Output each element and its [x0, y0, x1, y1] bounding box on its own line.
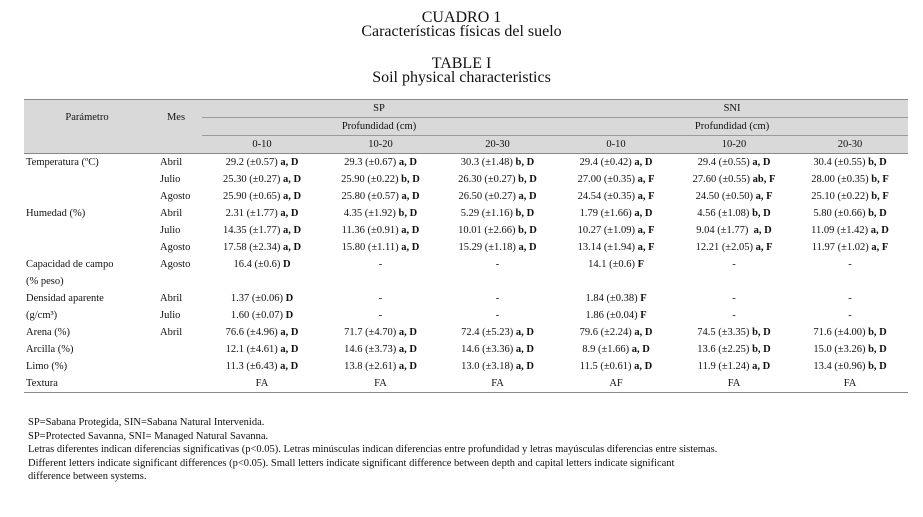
header-profundidad-sp: Profundidad (cm) [202, 118, 556, 136]
value-text: 25.10 (±0.22) [811, 190, 872, 202]
value-text: - [732, 258, 736, 270]
significance-letters: a, D [634, 207, 653, 219]
value-cell [322, 239, 439, 256]
value-text: 11.3 (±6.43) [225, 360, 281, 372]
value-cell [322, 154, 439, 172]
value-text: 29.2 (±0.57) [225, 156, 281, 168]
value-text: - [495, 292, 500, 304]
value-cell [792, 154, 908, 172]
value-text: - [378, 258, 383, 270]
value-text: 13.6 (±2.25) [697, 343, 753, 355]
value-cell [676, 222, 792, 239]
significance-letters: a, D [398, 156, 417, 168]
value-cell [556, 256, 676, 273]
significance-letters: b, D [868, 360, 887, 372]
value-cell [439, 290, 556, 307]
significance-letters: a, D [753, 224, 772, 236]
value-text: 12.1 (±4.61) [225, 343, 281, 355]
value-cell [202, 188, 322, 205]
value-text: - [378, 292, 383, 304]
value-cell [439, 307, 556, 324]
value-cell [202, 375, 322, 393]
table-row [24, 154, 908, 172]
value-text: 9.04 (±1.77) [696, 224, 754, 236]
value-cell [202, 154, 322, 172]
value-text: 11.5 (±0.61) [579, 360, 635, 372]
value-cell [439, 341, 556, 358]
value-text: 11.9 (±1.24) [697, 360, 753, 372]
value-cell [322, 290, 439, 307]
significance-letters: a, F [755, 241, 773, 253]
value-text: 29.4 (±0.55) [697, 156, 753, 168]
mes-cell: Agosto [160, 190, 191, 202]
value-text: 13.4 (±0.96) [813, 360, 869, 372]
param-cell: Textura [26, 377, 58, 389]
header-depth: 0-10 [556, 136, 676, 154]
significance-letters: D [282, 258, 291, 270]
value-cell [439, 324, 556, 341]
mes-cell [150, 358, 202, 375]
significance-letters: b, D [515, 207, 535, 219]
value-text: FA [374, 377, 387, 389]
value-text: 8.9 (±1.66) [582, 343, 632, 355]
note-line: Letras diferentes indican diferencias significativas (p<0.05). Letras minúsculas indican diferencias entre profundidad y letras mayúsculas diferencias entre sistemas. [28, 444, 718, 456]
value-text: 26.50 (±0.27) [458, 190, 519, 202]
value-cell [322, 222, 439, 239]
header-mes: Mes [150, 100, 202, 136]
table-row [24, 171, 908, 188]
param-cell: Limo (%) [26, 360, 68, 372]
table-row [24, 341, 908, 358]
value-cell [322, 188, 439, 205]
value-cell [322, 375, 439, 393]
significance-letters: a, D [515, 343, 534, 355]
mes-cell: Abril [160, 326, 183, 338]
header-sni: SNI [556, 100, 908, 118]
note-line: SP=Sabana Protegida, SIN=Sabana Natural Intervenida. [28, 417, 265, 428]
value-text: 1.86 (±0.04) [585, 309, 641, 321]
note-line: SP=Protected Savanna, SNI= Managed Natural Savanna. [28, 430, 269, 442]
significance-letters: a, D [280, 360, 299, 372]
significance-letters: a, D [282, 173, 302, 185]
value-cell [202, 307, 322, 324]
significance-letters: a, F [637, 173, 655, 185]
significance-letters: b, D [401, 173, 420, 185]
value-text: 72.4 (±5.23) [461, 326, 516, 338]
param-cell [24, 188, 150, 205]
significance-letters: b, D [515, 156, 535, 168]
header-depth: 20-30 [439, 136, 556, 154]
value-text: - [848, 309, 852, 321]
significance-letters: a, D [515, 360, 534, 372]
header-depth: 20-30 [792, 136, 908, 154]
header-sp: SP [202, 100, 556, 118]
value-cell [556, 205, 676, 222]
table-row [24, 358, 908, 375]
table-row [24, 324, 908, 341]
value-cell [792, 256, 908, 273]
table-title: TABLE I [431, 55, 492, 72]
value-cell [556, 307, 676, 324]
value-cell [439, 358, 556, 375]
value-cell [676, 171, 792, 188]
value-cell [439, 375, 556, 393]
param-cell [24, 239, 150, 256]
param-cell: Temperatura (ºC) [26, 156, 99, 168]
significance-letters: b, F [871, 190, 889, 202]
value-text: 5.29 (±1.16) [460, 207, 516, 219]
value-cell [792, 290, 908, 307]
table-subtitle: Soil physical characteristics [372, 69, 551, 86]
value-text: 14.6 (±3.73) [344, 343, 399, 355]
mes-cell [150, 273, 202, 290]
value-text: 14.6 (±3.36) [461, 343, 516, 355]
value-cell [439, 171, 556, 188]
value-text: FA [843, 377, 857, 389]
significance-letters: a, D [634, 156, 653, 168]
param-cell: (% peso) [26, 275, 64, 287]
value-cell [202, 324, 322, 341]
value-cell [439, 154, 556, 172]
value-cell [556, 239, 676, 256]
value-text: 71.6 (±4.00) [813, 326, 869, 338]
significance-letters: b, F [871, 173, 889, 185]
mes-cell: Abril [160, 292, 183, 304]
significance-letters: a, D [631, 343, 650, 355]
param-cell: Densidad aparente [26, 292, 104, 304]
significance-letters: a, F [755, 190, 773, 202]
value-cell [322, 341, 439, 358]
value-text: 5.80 (±0.66) [813, 207, 869, 219]
significance-letters: b, D [752, 326, 771, 338]
value-text: 30.3 (±1.48) [460, 156, 516, 168]
significance-letters: a, D [870, 224, 889, 236]
header-depth: 10-20 [322, 136, 439, 154]
significance-letters: a, D [282, 190, 302, 202]
value-text: 14.1 (±0.6) [588, 258, 638, 270]
significance-letters: a, D [280, 156, 299, 168]
cuadro-subtitle: Características físicas del suelo [361, 23, 562, 40]
value-text: 12.21 (±2.05) [695, 241, 756, 253]
value-text: - [495, 258, 500, 270]
param-cell: Arena (%) [26, 326, 71, 338]
value-cell [792, 307, 908, 324]
significance-letters: a, D [401, 224, 420, 236]
value-text: 11.36 (±0.91) [341, 224, 402, 236]
note-line: Different letters indicate significant differences (p<0.05). Small letters indicate significant difference between depth and capital letters indicate significant [28, 457, 675, 469]
value-text: 4.56 (±1.08) [697, 207, 753, 219]
value-cell [676, 239, 792, 256]
significance-letters: a, D [401, 190, 420, 202]
value-cell [792, 324, 908, 341]
value-cell [556, 273, 676, 290]
value-text: - [848, 292, 852, 304]
value-cell [202, 239, 322, 256]
value-cell [556, 358, 676, 375]
table-row [24, 205, 908, 222]
value-text: 24.54 (±0.35) [577, 190, 638, 202]
value-cell [676, 375, 792, 393]
value-cell [322, 273, 439, 290]
param-cell [24, 171, 150, 188]
value-cell [202, 273, 322, 290]
significance-letters: b, D [752, 207, 771, 219]
significance-letters: a, F [637, 190, 655, 202]
value-cell [792, 239, 908, 256]
significance-letters: a, D [282, 241, 302, 253]
value-cell [556, 341, 676, 358]
table-notes [28, 416, 908, 484]
significance-letters: a, D [282, 224, 302, 236]
cuadro-title: CUADRO 1 [421, 9, 502, 26]
value-cell [556, 222, 676, 239]
value-cell [556, 188, 676, 205]
value-cell [322, 307, 439, 324]
value-cell [556, 290, 676, 307]
param-cell [24, 222, 150, 239]
significance-letters: a, D [280, 207, 299, 219]
significance-letters: a, D [398, 360, 417, 372]
significance-letters: F [640, 309, 647, 321]
value-text: 25.30 (±0.27) [222, 173, 283, 185]
param-cell: Arcilla (%) [26, 343, 74, 355]
value-cell [322, 358, 439, 375]
value-text: 25.90 (±0.65) [222, 190, 283, 202]
value-text: - [732, 309, 736, 321]
significance-letters: a, F [637, 224, 655, 236]
value-text: 74.5 (±3.35) [697, 326, 753, 338]
value-text: 4.35 (±1.92) [343, 207, 399, 219]
value-cell [792, 222, 908, 239]
mes-cell [150, 375, 202, 393]
header-parametro: Parámetro [24, 100, 150, 136]
table-row [24, 256, 908, 273]
significance-letters: a, D [280, 343, 299, 355]
soil-characteristics-table [24, 99, 908, 393]
table-row [24, 375, 908, 393]
value-text: 13.14 (±1.94) [577, 241, 638, 253]
mes-cell: Agosto [160, 241, 191, 253]
mes-cell: Agosto [160, 258, 191, 270]
mes-cell: Julio [160, 224, 181, 236]
value-text: 11.09 (±1.42) [811, 224, 871, 236]
significance-letters: a, D [398, 326, 417, 338]
significance-letters: b, D [518, 173, 537, 185]
significance-letters: F [637, 258, 644, 270]
significance-letters: b, D [868, 156, 887, 168]
value-text: 10.27 (±1.09) [577, 224, 638, 236]
value-text: AF [609, 377, 623, 389]
value-text: 71.7 (±4.70) [344, 326, 399, 338]
value-cell [792, 188, 908, 205]
value-cell [556, 154, 676, 172]
value-cell [676, 273, 792, 290]
value-text: FA [491, 377, 504, 389]
table-row [24, 239, 908, 256]
significance-letters: a, D [401, 241, 420, 253]
value-cell [676, 188, 792, 205]
value-text: 25.90 (±0.22) [341, 173, 402, 185]
value-text: 1.37 (±0.06) [230, 292, 286, 304]
value-cell [792, 205, 908, 222]
value-text: - [495, 309, 500, 321]
note-line: difference between systems. [28, 471, 147, 483]
significance-letters: b, D [868, 326, 887, 338]
value-cell [676, 341, 792, 358]
value-cell [202, 256, 322, 273]
value-cell [439, 239, 556, 256]
value-text: 79.6 (±2.24) [579, 326, 635, 338]
value-text: 26.30 (±0.27) [458, 173, 519, 185]
significance-letters: a, D [518, 190, 537, 202]
significance-letters: D [285, 292, 294, 304]
significance-letters: a, D [752, 156, 771, 168]
param-cell: Humedad (%) [26, 207, 86, 219]
value-text: 10.01 (±2.66) [458, 224, 519, 236]
value-text: 2.31 (±1.77) [225, 207, 281, 219]
value-text: 15.0 (±3.26) [813, 343, 869, 355]
significance-letters: a, F [871, 241, 889, 253]
value-text: 30.4 (±0.55) [813, 156, 869, 168]
value-text: 1.84 (±0.38) [585, 292, 641, 304]
value-text: 1.60 (±0.07) [230, 309, 286, 321]
value-text: 11.97 (±1.02) [811, 241, 872, 253]
value-cell [676, 358, 792, 375]
value-text: 24.50 (±0.50) [695, 190, 756, 202]
value-text: - [848, 258, 852, 270]
value-text: 29.4 (±0.42) [579, 156, 635, 168]
value-text: 17.58 (±2.34) [222, 241, 283, 253]
value-cell [676, 154, 792, 172]
value-cell [322, 324, 439, 341]
significance-letters: F [640, 292, 647, 304]
mes-cell: Abril [160, 207, 183, 219]
significance-letters: b, D [398, 207, 418, 219]
value-cell [202, 358, 322, 375]
value-text: 27.00 (±0.35) [577, 173, 638, 185]
mes-cell [150, 341, 202, 358]
value-cell [202, 290, 322, 307]
table-row [24, 222, 908, 239]
significance-letters: a, D [634, 326, 653, 338]
significance-letters: b, D [518, 224, 537, 236]
header-depth: 0-10 [202, 136, 322, 154]
value-cell [792, 341, 908, 358]
value-cell [676, 290, 792, 307]
value-cell [439, 205, 556, 222]
significance-letters: a, D [518, 241, 537, 253]
header-depth: 10-20 [676, 136, 792, 154]
header-profundidad-sni: Profundidad (cm) [556, 118, 908, 136]
value-cell [439, 256, 556, 273]
value-text: 25.80 (±0.57) [341, 190, 402, 202]
value-cell [322, 205, 439, 222]
value-text: 14.35 (±1.77) [222, 224, 283, 236]
value-cell [676, 324, 792, 341]
value-text: 13.0 (±3.18) [461, 360, 516, 372]
mes-cell: Julio [160, 173, 181, 185]
significance-letters: a, D [280, 326, 299, 338]
table-row [24, 273, 908, 290]
value-cell [792, 358, 908, 375]
value-cell [202, 171, 322, 188]
value-cell [439, 188, 556, 205]
value-text: 28.00 (±0.35) [811, 173, 872, 185]
value-text: FA [727, 377, 741, 389]
value-cell [322, 171, 439, 188]
value-text: - [732, 292, 736, 304]
value-cell [676, 307, 792, 324]
table-row [24, 290, 908, 307]
value-text: 16.4 (±0.6) [233, 258, 283, 270]
significance-letters: ab, F [752, 173, 776, 185]
table-body [24, 154, 908, 393]
table-row [24, 307, 908, 324]
significance-letters: a, F [637, 241, 655, 253]
significance-letters: b, D [868, 343, 887, 355]
value-cell [556, 171, 676, 188]
value-text: 1.79 (±1.66) [579, 207, 635, 219]
value-cell [322, 256, 439, 273]
value-text: - [378, 309, 383, 321]
value-cell [676, 256, 792, 273]
value-cell [792, 375, 908, 393]
significance-letters: a, D [634, 360, 653, 372]
significance-letters: b, D [752, 343, 771, 355]
value-text: 76.6 (±4.96) [225, 326, 281, 338]
significance-letters: a, D [515, 326, 534, 338]
mes-cell: Abril [160, 156, 183, 168]
value-text: 29.3 (±0.67) [344, 156, 399, 168]
value-cell [202, 222, 322, 239]
value-cell [792, 171, 908, 188]
value-text: 13.8 (±2.61) [344, 360, 399, 372]
value-cell [202, 205, 322, 222]
value-text: FA [255, 377, 269, 389]
value-cell [556, 324, 676, 341]
significance-letters: a, D [398, 343, 417, 355]
param-cell: Capacidad de campo [26, 258, 114, 270]
value-cell [439, 273, 556, 290]
value-cell [439, 222, 556, 239]
param-cell: (g/cm³) [26, 309, 58, 321]
significance-letters: b, D [868, 207, 887, 219]
mes-cell: Julio [160, 309, 181, 321]
value-cell [202, 341, 322, 358]
significance-letters: D [285, 309, 294, 321]
table-row [24, 188, 908, 205]
significance-letters: a, D [752, 360, 771, 372]
value-text: 15.80 (±1.11) [341, 241, 402, 253]
value-text: 27.60 (±0.55) [692, 173, 753, 185]
value-cell [556, 375, 676, 393]
value-text: 15.29 (±1.18) [458, 241, 519, 253]
value-cell [792, 273, 908, 290]
value-cell [676, 205, 792, 222]
